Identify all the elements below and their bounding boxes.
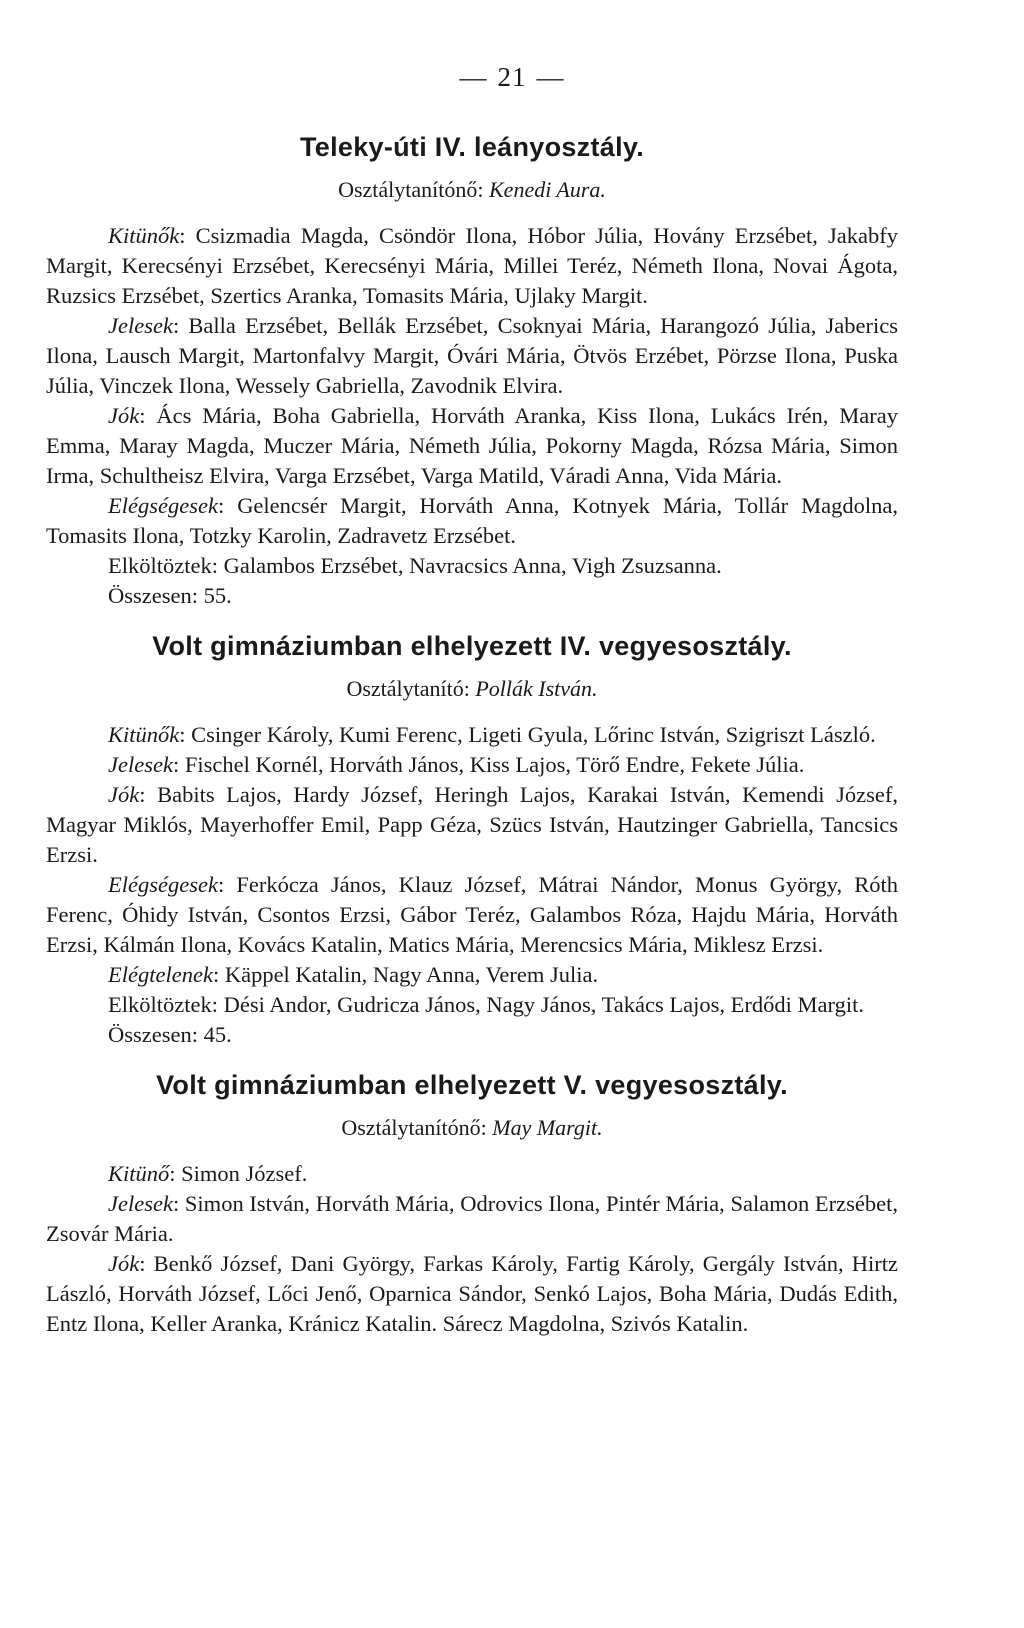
- student-names: Csizmadia Magda, Csöndör Ilona, Hóbor Júlia, Hovány Erzsébet, Jakabfy Margit, Kerecsényi Erzsébet, Kerecsényi Mária, Millei Teréz, Németh Ilona, Novai Ágota, Ruzsics Erzsébet, Szertics Aranka, Tomasits Mária, Ujlaky Margit.: [46, 223, 898, 308]
- grade-label: Jelesek: [108, 752, 173, 777]
- grade-label: Elégségesek: [108, 493, 218, 518]
- student-names: Käppel Katalin, Nagy Anna, Verem Julia.: [224, 962, 599, 987]
- class-total: Összesen: 45.: [108, 1022, 232, 1047]
- grade-entry-jok: Jók: Benkő József, Dani György, Farkas Károly, Fartig Károly, Gergály István, Hirtz László, Horváth József, Lőci Jenő, Oparnica Sándor, Senkó Lajos, Boha Mária, Dudás Edith, Entz Ilona, Keller Aranka, Kránicz Katalin. Sárecz Magdolna, Szivós Katalin.: [46, 1251, 898, 1336]
- grade-entry-kitunok: Kitünők: Csinger Károly, Kumi Ferenc, Ligeti Gyula, Lőrinc István, Szigriszt László.: [108, 722, 876, 747]
- grade-entry-kitunok: Kitünők: Csizmadia Magda, Csöndör Ilona, Hóbor Júlia, Hovány Erzsébet, Jakabfy Margit, Kerecsényi Erzsébet, Kerecsényi Mária, Millei Teréz, Németh Ilona, Novai Ágota, Ruzsics Erzsébet, Szertics Aranka, Tomasits Mária, Ujlaky Margit.: [46, 223, 898, 308]
- student-names: Simon István, Horváth Mária, Odrovics Ilona, Pintér Mária, Salamon Erzsébet, Zsovár Mária.: [46, 1191, 898, 1246]
- class-total: Összesen: 55.: [108, 583, 232, 608]
- grade-label: Jók: [108, 403, 140, 428]
- student-names: Simon József.: [181, 1161, 308, 1186]
- grade-label: Jók: [108, 782, 140, 807]
- grade-entry-jelesek: Jelesek: Simon István, Horváth Mária, Odrovics Ilona, Pintér Mária, Salamon Erzsébet, Zsovár Mária.: [46, 1191, 898, 1246]
- grade-entry-jok: Jók: Ács Mária, Boha Gabriella, Horváth Aranka, Kiss Ilona, Lukács Irén, Maray Emma, Maray Magda, Muczer Mária, Németh Júlia, Pokorny Magda, Rózsa Mária, Simon Irma, Schultheisz Elvira, Varga Erzsébet, Varga Matild, Váradi Anna, Vida Mária.: [46, 403, 898, 488]
- student-names: Gelencsér Margit, Horváth Anna, Kotnyek Mária, Tollár Magdolna, Tomasits Ilona, Totzky Karolin, Zadravetz Erzsébet.: [46, 493, 898, 548]
- page-number: 21: [497, 62, 527, 92]
- grade-label: Elköltöztek: [108, 992, 212, 1017]
- teacher-line: [46, 1115, 898, 1141]
- section-heading: Teleky-úti IV. leányosztály.: [299, 132, 645, 162]
- teacher-label: Osztálytanító:: [346, 676, 470, 701]
- student-names: Dési Andor, Gudricza János, Nagy János, Takács Lajos, Erdődi Margit.: [223, 992, 864, 1017]
- student-names: Galambos Erzsébet, Navracsics Anna, Vigh Zsuzsanna.: [223, 553, 722, 578]
- student-names: Balla Erzsébet, Bellák Erzsébet, Csoknyai Mária, Harangozó Júlia, Jaberics Ilona, Lausch Margit, Martonfalvy Margit, Óvári Mária, Ötvös Erzébet, Pörzse Ilona, Puska Júlia, Vinczek Ilona, Wessely Gabriella, Zavodnik Elvira.: [46, 313, 898, 398]
- teacher-label: Osztálytanítónő:: [338, 177, 484, 202]
- class-section-3: [46, 1070, 898, 1339]
- grade-label: Kitünő: [108, 1161, 170, 1186]
- teacher-line: [46, 177, 898, 203]
- teacher-name: Pollák István.: [475, 676, 598, 701]
- grade-entry-elkoltoztek: Elköltöztek: Galambos Erzsébet, Navracsics Anna, Vigh Zsuzsanna.: [108, 553, 722, 578]
- section-heading: Volt gimnáziumban elhelyezett V. vegyesosztály.: [156, 1070, 788, 1100]
- grade-entry-elkoltoztek: Elköltöztek: Dési Andor, Gudricza János, Nagy János, Takács Lajos, Erdődi Margit.: [108, 992, 864, 1017]
- grade-entry-kituno: Kitünő: Simon József.: [108, 1161, 308, 1186]
- student-names: Benkő József, Dani György, Farkas Károly, Fartig Károly, Gergály István, Hirtz László, Horváth József, Lőci Jenő, Oparnica Sándor, Senkó Lajos, Boha Mária, Dudás Edith, Entz Ilona, Keller Aranka, Kránicz Katalin. Sárecz Magdolna, Szivós Katalin.: [46, 1251, 898, 1336]
- page-number-line: [0, 62, 1024, 93]
- student-names: Fischel Kornél, Horváth János, Kiss Lajos, Törő Endre, Fekete Júlia.: [184, 752, 805, 777]
- page-number-dash-left: —: [459, 62, 488, 92]
- grade-entry-jelesek: Jelesek: Balla Erzsébet, Bellák Erzsébet, Csoknyai Mária, Harangozó Júlia, Jaberics Ilona, Lausch Margit, Martonfalvy Margit, Óvári Mária, Ötvös Erzébet, Pörzse Ilona, Puska Júlia, Vinczek Ilona, Wessely Gabriella, Zavodnik Elvira.: [46, 313, 898, 398]
- student-names: Ács Mária, Boha Gabriella, Horváth Aranka, Kiss Ilona, Lukács Irén, Maray Emma, Maray Magda, Muczer Mária, Németh Júlia, Pokorny Magda, Rózsa Mária, Simon Irma, Schultheisz Elvira, Varga Erzsébet, Varga Matild, Váradi Anna, Vida Mária.: [46, 403, 898, 488]
- document-body: [46, 132, 898, 1339]
- section-heading: Volt gimnáziumban elhelyezett IV. vegyesosztály.: [152, 631, 792, 661]
- grade-label: Elköltöztek: [108, 553, 212, 578]
- student-names: Ferkócza János, Klauz József, Mátrai Nándor, Monus György, Róth Ferenc, Óhidy István, Csontos Erzsi, Gábor Teréz, Galambos Róza, Hajdu Mária, Horváth Erzsi, Kálmán Ilona, Kovács Katalin, Matics Mária, Merencsics Mária, Miklesz Erzsi.: [46, 872, 898, 957]
- teacher-name: May Margit.: [492, 1115, 603, 1140]
- teacher-name: Kenedi Aura.: [489, 177, 606, 202]
- grade-entry-jelesek: Jelesek: Fischel Kornél, Horváth János, Kiss Lajos, Törő Endre, Fekete Júlia.: [108, 752, 805, 777]
- grade-label: Jelesek: [108, 313, 173, 338]
- grade-entry-elegsegesek: Elégségesek: Ferkócza János, Klauz József, Mátrai Nándor, Monus György, Róth Ferenc, Óhidy István, Csontos Erzsi, Gábor Teréz, Galambos Róza, Hajdu Mária, Horváth Erzsi, Kálmán Ilona, Kovács Katalin, Matics Mária, Merencsics Mária, Miklesz Erzsi.: [46, 872, 898, 957]
- grade-entry-elegtelenek: Elégtelenek: Käppel Katalin, Nagy Anna, Verem Julia.: [108, 962, 599, 987]
- grade-label: Elégtelenek: [108, 962, 213, 987]
- teacher-label: Osztálytanítónő:: [341, 1115, 487, 1140]
- student-names: Babits Lajos, Hardy József, Heringh Lajos, Karakai István, Kemendi József, Magyar Miklós, Mayerhoffer Emil, Papp Géza, Szücs István, Hautzinger Gabriella, Tancsics Erzsi.: [46, 782, 898, 867]
- teacher-line: [46, 676, 898, 702]
- class-section-2: [46, 631, 898, 1050]
- grade-label: Kitünők: [108, 722, 180, 747]
- student-names: Csinger Károly, Kumi Ferenc, Ligeti Gyula, Lőrinc István, Szigriszt László.: [191, 722, 876, 747]
- grade-label: Kitünők: [108, 223, 180, 248]
- grade-entry-jok: Jók: Babits Lajos, Hardy József, Heringh Lajos, Karakai István, Kemendi József, Magyar Miklós, Mayerhoffer Emil, Papp Géza, Szücs István, Hautzinger Gabriella, Tancsics Erzsi.: [46, 782, 898, 867]
- grade-label: Jók: [108, 1251, 140, 1276]
- grade-label: Jelesek: [108, 1191, 173, 1216]
- class-section-1: [46, 132, 898, 611]
- page-number-dash-right: —: [536, 62, 565, 92]
- grade-entry-elegsegesek: Elégségesek: Gelencsér Margit, Horváth Anna, Kotnyek Mária, Tollár Magdolna, Tomasits Ilona, Totzky Karolin, Zadravetz Erzsébet.: [46, 493, 898, 548]
- grade-label: Elégségesek: [108, 872, 218, 897]
